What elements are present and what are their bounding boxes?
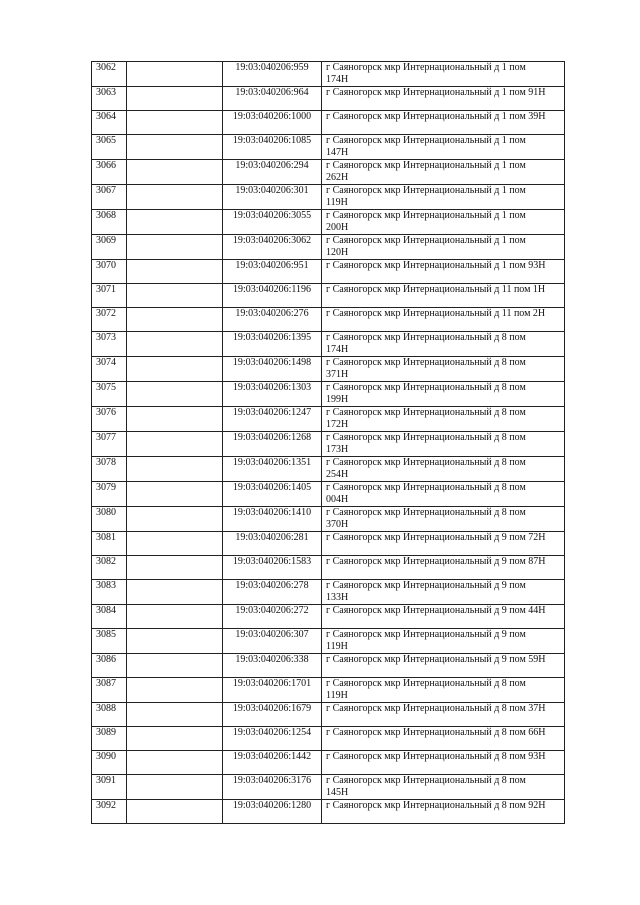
table-row	[92, 382, 565, 407]
address-cell	[322, 382, 565, 407]
empty-cell	[127, 185, 223, 210]
address-cell	[322, 457, 565, 482]
empty-cell	[127, 556, 223, 580]
row-number: 3073	[92, 332, 127, 357]
empty-cell	[127, 727, 223, 751]
address-cell	[322, 703, 565, 727]
address-text: г Саяногорск мкр Интернациональный д 8 пом 254Н	[326, 457, 526, 480]
table-row	[92, 185, 565, 210]
table-row	[92, 284, 565, 308]
table-row	[92, 507, 565, 532]
cadastral-number: 19:03:040206:959	[223, 62, 322, 87]
address-cell	[322, 482, 565, 507]
row-number: 3066	[92, 160, 127, 185]
row-number: 3071	[92, 284, 127, 308]
address-cell	[322, 532, 565, 556]
cadastral-number: 19:03:040206:1254	[223, 727, 322, 751]
address-cell	[322, 775, 565, 800]
address-cell	[322, 605, 565, 629]
cadastral-number: 19:03:040206:3062	[223, 235, 322, 260]
empty-cell	[127, 654, 223, 678]
address-cell	[322, 556, 565, 580]
row-number: 3063	[92, 87, 127, 111]
cadastral-number: 19:03:040206:1405	[223, 482, 322, 507]
table-row	[92, 332, 565, 357]
empty-cell	[127, 457, 223, 482]
empty-cell	[127, 160, 223, 185]
cadastral-number: 19:03:040206:272	[223, 605, 322, 629]
address-cell	[322, 357, 565, 382]
address-cell	[322, 580, 565, 605]
row-number: 3091	[92, 775, 127, 800]
empty-cell	[127, 308, 223, 332]
table-row	[92, 135, 565, 160]
address-text: г Саяногорск мкр Интернациональный д 1 пом 91Н	[326, 87, 546, 98]
row-number: 3081	[92, 532, 127, 556]
address-cell	[322, 751, 565, 775]
cadastral-number: 19:03:040206:3176	[223, 775, 322, 800]
address-text: г Саяногорск мкр Интернациональный д 1 пом 39Н	[326, 111, 546, 122]
row-number: 3069	[92, 235, 127, 260]
address-cell	[322, 135, 565, 160]
table-row	[92, 580, 565, 605]
table-row	[92, 629, 565, 654]
row-number: 3089	[92, 727, 127, 751]
cadastral-number: 19:03:040206:307	[223, 629, 322, 654]
empty-cell	[127, 407, 223, 432]
empty-cell	[127, 210, 223, 235]
empty-cell	[127, 260, 223, 284]
cadastral-number: 19:03:040206:301	[223, 185, 322, 210]
row-number: 3084	[92, 605, 127, 629]
cadastral-number: 19:03:040206:1701	[223, 678, 322, 703]
empty-cell	[127, 751, 223, 775]
address-cell	[322, 210, 565, 235]
address-text: г Саяногорск мкр Интернациональный д 8 пом 172Н	[326, 407, 526, 430]
row-number: 3078	[92, 457, 127, 482]
empty-cell	[127, 111, 223, 135]
empty-cell	[127, 629, 223, 654]
address-cell	[322, 260, 565, 284]
cadastral-number: 19:03:040206:1303	[223, 382, 322, 407]
empty-cell	[127, 678, 223, 703]
address-text: г Саяногорск мкр Интернациональный д 11 пом 2Н	[326, 308, 546, 319]
row-number: 3082	[92, 556, 127, 580]
address-text: г Саяногорск мкр Интернациональный д 8 пом 119Н	[326, 678, 526, 701]
address-cell	[322, 629, 565, 654]
address-cell	[322, 185, 565, 210]
table-row	[92, 62, 565, 87]
address-text: г Саяногорск мкр Интернациональный д 1 пом 119Н	[326, 185, 526, 208]
table-row	[92, 605, 565, 629]
address-cell	[322, 235, 565, 260]
cadastral-number: 19:03:040206:1498	[223, 357, 322, 382]
address-text: г Саяногорск мкр Интернациональный д 1 пом 147Н	[326, 135, 526, 158]
empty-cell	[127, 507, 223, 532]
address-text: г Саяногорск мкр Интернациональный д 8 пом 370Н	[326, 507, 526, 530]
row-number: 3077	[92, 432, 127, 457]
cadastral-number: 19:03:040206:278	[223, 580, 322, 605]
row-number: 3076	[92, 407, 127, 432]
address-text: г Саяногорск мкр Интернациональный д 8 пом 92Н	[326, 800, 546, 811]
cadastral-number: 19:03:040206:281	[223, 532, 322, 556]
table-row	[92, 654, 565, 678]
table-row	[92, 775, 565, 800]
address-text: г Саяногорск мкр Интернациональный д 11 пом 1Н	[326, 284, 546, 295]
row-number: 3064	[92, 111, 127, 135]
table-row	[92, 457, 565, 482]
table-row	[92, 800, 565, 824]
cadastral-number: 19:03:040206:951	[223, 260, 322, 284]
empty-cell	[127, 775, 223, 800]
address-cell	[322, 62, 565, 87]
address-cell	[322, 432, 565, 457]
address-cell	[322, 507, 565, 532]
cadastral-number: 19:03:040206:338	[223, 654, 322, 678]
address-text: г Саяногорск мкр Интернациональный д 9 пом 87Н	[326, 556, 546, 567]
address-text: г Саяногорск мкр Интернациональный д 8 пом 66Н	[326, 727, 546, 738]
address-cell	[322, 87, 565, 111]
row-number: 3074	[92, 357, 127, 382]
address-text: г Саяногорск мкр Интернациональный д 8 пом 004Н	[326, 482, 526, 505]
table-row	[92, 260, 565, 284]
table-row	[92, 87, 565, 111]
address-text: г Саяногорск мкр Интернациональный д 9 пом 119Н	[326, 629, 526, 652]
cadastral-number: 19:03:040206:1410	[223, 507, 322, 532]
table-row	[92, 432, 565, 457]
address-cell	[322, 654, 565, 678]
row-number: 3092	[92, 800, 127, 824]
address-text: г Саяногорск мкр Интернациональный д 1 пом 120Н	[326, 235, 526, 258]
cadastral-number: 19:03:040206:1247	[223, 407, 322, 432]
row-number: 3065	[92, 135, 127, 160]
cadastral-number: 19:03:040206:294	[223, 160, 322, 185]
row-number: 3085	[92, 629, 127, 654]
table-row	[92, 308, 565, 332]
table-row	[92, 703, 565, 727]
row-number: 3068	[92, 210, 127, 235]
address-text: г Саяногорск мкр Интернациональный д 8 пом 199Н	[326, 382, 526, 405]
address-text: г Саяногорск мкр Интернациональный д 9 пом 72Н	[326, 532, 546, 543]
address-text: г Саяногорск мкр Интернациональный д 8 пом 93Н	[326, 751, 546, 762]
empty-cell	[127, 382, 223, 407]
row-number: 3075	[92, 382, 127, 407]
empty-cell	[127, 135, 223, 160]
address-cell	[322, 284, 565, 308]
address-cell	[322, 308, 565, 332]
address-text: г Саяногорск мкр Интернациональный д 8 пом 37Н	[326, 703, 546, 714]
table-row	[92, 210, 565, 235]
address-cell	[322, 800, 565, 824]
row-number: 3090	[92, 751, 127, 775]
empty-cell	[127, 482, 223, 507]
property-table	[91, 61, 565, 824]
row-number: 3067	[92, 185, 127, 210]
empty-cell	[127, 580, 223, 605]
empty-cell	[127, 532, 223, 556]
empty-cell	[127, 605, 223, 629]
address-text: г Саяногорск мкр Интернациональный д 9 пом 44Н	[326, 605, 546, 616]
address-text: г Саяногорск мкр Интернациональный д 1 пом 93Н	[326, 260, 546, 271]
empty-cell	[127, 235, 223, 260]
table-row	[92, 357, 565, 382]
row-number: 3070	[92, 260, 127, 284]
address-text: г Саяногорск мкр Интернациональный д 1 пом 200Н	[326, 210, 526, 233]
address-cell	[322, 160, 565, 185]
cadastral-number: 19:03:040206:964	[223, 87, 322, 111]
table-row	[92, 160, 565, 185]
cadastral-number: 19:03:040206:1442	[223, 751, 322, 775]
row-number: 3086	[92, 654, 127, 678]
empty-cell	[127, 357, 223, 382]
empty-cell	[127, 703, 223, 727]
table-row	[92, 678, 565, 703]
empty-cell	[127, 284, 223, 308]
row-number: 3080	[92, 507, 127, 532]
row-number: 3072	[92, 308, 127, 332]
table-row	[92, 532, 565, 556]
empty-cell	[127, 87, 223, 111]
table-row	[92, 407, 565, 432]
address-cell	[322, 727, 565, 751]
cadastral-number: 19:03:040206:1000	[223, 111, 322, 135]
address-cell	[322, 332, 565, 357]
row-number: 3062	[92, 62, 127, 87]
row-number: 3079	[92, 482, 127, 507]
empty-cell	[127, 62, 223, 87]
cadastral-number: 19:03:040206:1395	[223, 332, 322, 357]
cadastral-number: 19:03:040206:1351	[223, 457, 322, 482]
empty-cell	[127, 432, 223, 457]
address-cell	[322, 407, 565, 432]
table-row	[92, 111, 565, 135]
cadastral-number: 19:03:040206:1280	[223, 800, 322, 824]
row-number: 3088	[92, 703, 127, 727]
address-text: г Саяногорск мкр Интернациональный д 1 пом 174Н	[326, 62, 526, 85]
address-cell	[322, 111, 565, 135]
table-row	[92, 727, 565, 751]
address-text: г Саяногорск мкр Интернациональный д 9 пом 133Н	[326, 580, 526, 603]
address-text: г Саяногорск мкр Интернациональный д 8 пом 174Н	[326, 332, 526, 355]
address-text: г Саяногорск мкр Интернациональный д 8 пом 145Н	[326, 775, 526, 798]
row-number: 3087	[92, 678, 127, 703]
row-number: 3083	[92, 580, 127, 605]
address-cell	[322, 678, 565, 703]
table-body	[92, 62, 565, 824]
table-row	[92, 235, 565, 260]
address-text: г Саяногорск мкр Интернациональный д 1 пом 262Н	[326, 160, 526, 183]
table-row	[92, 556, 565, 580]
empty-cell	[127, 332, 223, 357]
cadastral-number: 19:03:040206:3055	[223, 210, 322, 235]
cadastral-number: 19:03:040206:1583	[223, 556, 322, 580]
cadastral-number: 19:03:040206:276	[223, 308, 322, 332]
empty-cell	[127, 800, 223, 824]
table-row	[92, 751, 565, 775]
cadastral-number: 19:03:040206:1268	[223, 432, 322, 457]
cadastral-number: 19:03:040206:1085	[223, 135, 322, 160]
address-text: г Саяногорск мкр Интернациональный д 8 пом 371Н	[326, 357, 526, 380]
cadastral-number: 19:03:040206:1196	[223, 284, 322, 308]
address-text: г Саяногорск мкр Интернациональный д 8 пом 173Н	[326, 432, 526, 455]
cadastral-number: 19:03:040206:1679	[223, 703, 322, 727]
table-row	[92, 482, 565, 507]
address-text: г Саяногорск мкр Интернациональный д 9 пом 59Н	[326, 654, 546, 665]
